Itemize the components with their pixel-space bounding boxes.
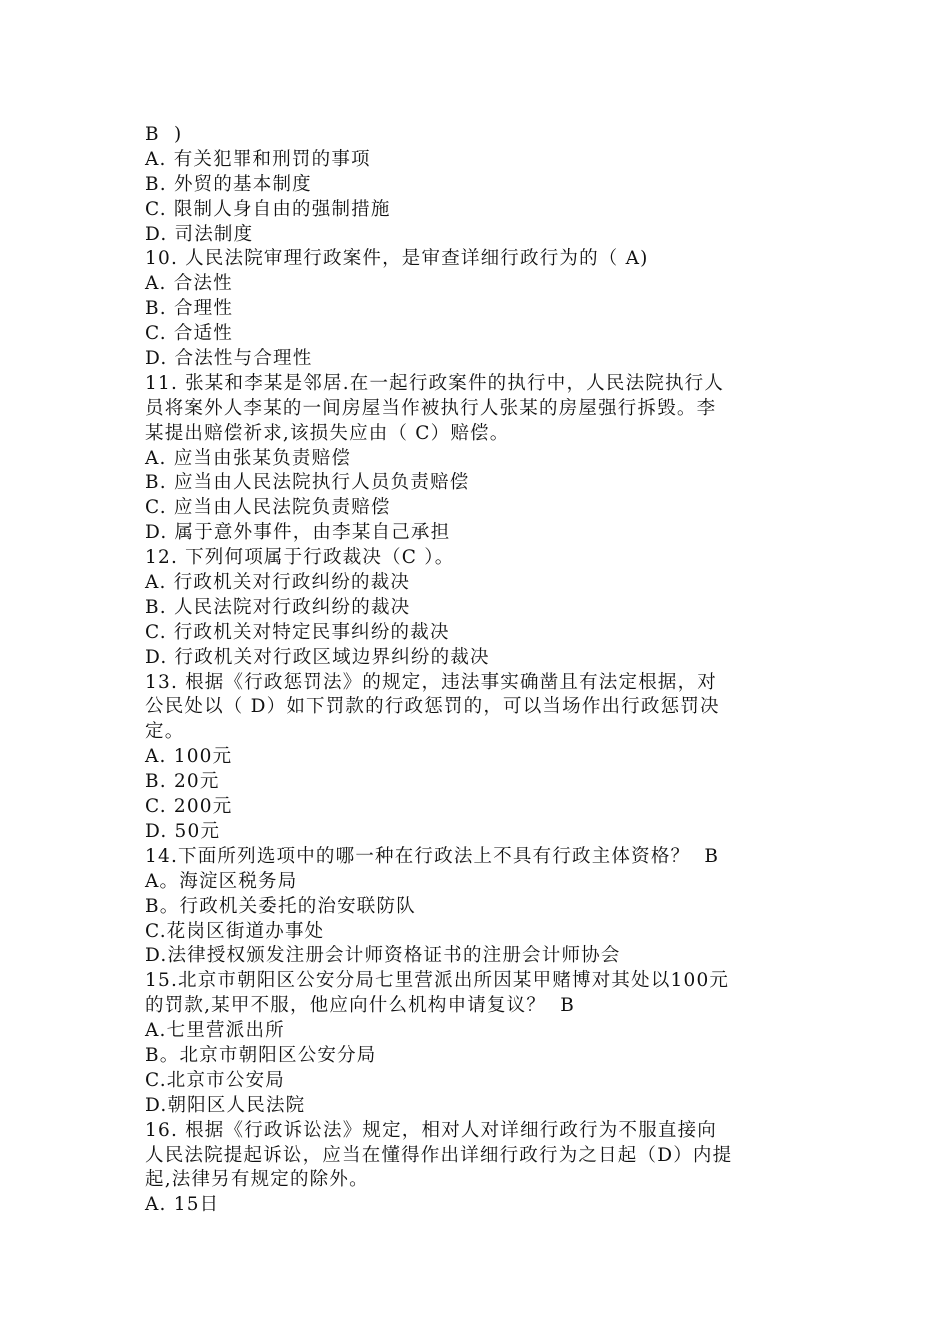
question-line: 员将案外人李某的一间房屋当作被执行人张某的房屋强行拆毁。李 — [145, 397, 717, 419]
option-line: A. 100元 — [145, 746, 233, 768]
question-line: 14.下面所列选项中的哪一种在行政法上不具有行政主体资格？ B — [145, 845, 720, 867]
question-line: 10. 人民法院审理行政案件，是审查详细行政行为的（ A) — [145, 248, 649, 270]
question-line: 16. 根据《行政诉讼法》规定，相对人对详细行政行为不服直接向 — [145, 1119, 718, 1141]
option-line: C. 行政机关对特定民事纠纷的裁决 — [145, 621, 450, 643]
option-line: C. 限制人身自由的强制措施 — [145, 198, 391, 220]
question-line: 定。 — [145, 721, 185, 743]
option-line: B. 应当由人民法院执行人员负责赔偿 — [145, 472, 470, 494]
option-line: B. 外贸的基本制度 — [145, 173, 312, 195]
option-line: C. 合适性 — [145, 323, 233, 345]
question-line: 11. 张某和李某是邻居.在一起行政案件的执行中，人民法院执行人 — [145, 372, 725, 394]
option-line: D.朝阳区人民法院 — [145, 1094, 306, 1116]
option-line: D. 50元 — [145, 820, 221, 842]
question-line: 起,法律另有规定的除外。 — [145, 1169, 369, 1191]
option-line: A. 合法性 — [145, 273, 233, 295]
option-line: C.北京市公安局 — [145, 1069, 285, 1091]
question-line: 15.北京市朝阳区公安分局七里营派出所因某甲赌博对其处以100元 — [145, 970, 730, 992]
option-line: D. 属于意外事件，由李某自己承担 — [145, 522, 451, 544]
option-line: A. 有关犯罪和刑罚的事项 — [145, 148, 371, 170]
question-line: 公民处以（ D）如下罚款的行政惩罚的，可以当场作出行政惩罚决 — [145, 696, 720, 718]
question-line: 某提出赔偿祈求,该损失应由（ C）赔偿。 — [145, 422, 510, 444]
option-line: A. 行政机关对行政纠纷的裁决 — [145, 572, 411, 594]
option-line: B。行政机关委托的治安联防队 — [145, 895, 416, 917]
option-line: C. 应当由人民法院负责赔偿 — [145, 497, 391, 519]
option-line: D. 司法制度 — [145, 223, 254, 245]
option-line: B。北京市朝阳区公安分局 — [145, 1044, 377, 1066]
question-line: 12. 下列何项属于行政裁决（C ）。 — [145, 547, 455, 569]
option-line: C. 200元 — [145, 796, 233, 818]
option-line: A。海淀区税务局 — [145, 870, 298, 892]
option-line: D. 行政机关对行政区域边界纠纷的裁决 — [145, 646, 490, 668]
option-line: D.法律授权颁发注册会计师资格证书的注册会计师协会 — [145, 945, 621, 967]
question-line: 13. 根据《行政惩罚法》的规定，违法事实确凿且有法定根据，对 — [145, 671, 718, 693]
option-line: B. 人民法院对行政纠纷的裁决 — [145, 596, 411, 618]
option-line: B. 合理性 — [145, 298, 234, 320]
document-body — [145, 123, 815, 1218]
option-line: A. 15日 — [145, 1194, 220, 1216]
question-line: 人民法院提起诉讼，应当在懂得作出详细行政行为之日起（D）内提 — [145, 1144, 733, 1166]
option-line: A. 应当由张某负责赔偿 — [145, 447, 352, 469]
option-line: B. 20元 — [145, 771, 220, 793]
option-line: D. 合法性与合理性 — [145, 348, 313, 370]
question-line: 的罚款,某甲不服，他应向什么机构申请复议？ B — [145, 995, 576, 1017]
text-line: B ) — [145, 124, 183, 145]
option-line: A.七里营派出所 — [145, 1020, 285, 1042]
option-line: C.花岗区街道办事处 — [145, 920, 325, 942]
